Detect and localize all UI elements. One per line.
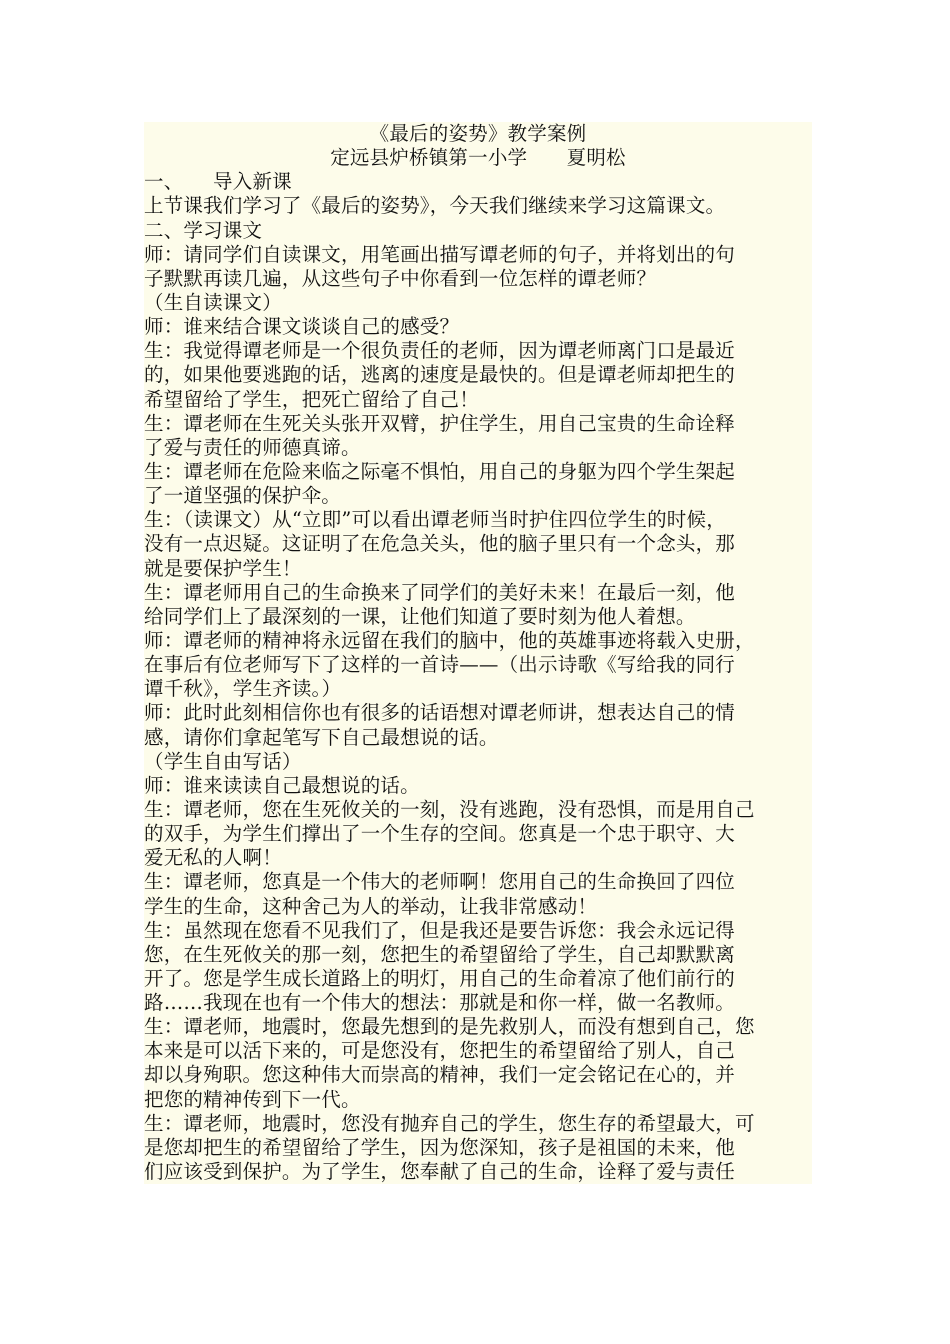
text-line: 生：谭老师，您在生死攸关的一刻，没有逃跑，没有恐惧，而是用自己 — [144, 797, 755, 821]
text-line: 路……我现在也有一个伟大的想法：那就是和你一样，做一名教师。 — [144, 991, 736, 1015]
text-line: 生：谭老师，地震时，您最先想到的是先救别人，而没有想到自己，您 — [144, 1015, 755, 1039]
text-line: 您，在生死攸关的那一刻，您把生的希望留给了学生，自己却默默离 — [144, 942, 736, 966]
text-line: 生：谭老师，地震时，您没有抛弃自己的学生，您生存的希望最大，可 — [144, 1111, 755, 1135]
text-line: 本来是可以活下来的，可是您没有，您把生的希望留给了别人，自己 — [144, 1039, 736, 1063]
text-line: 生：谭老师在生死关头张开双臂，护住学生，用自己宝贵的生命诠释 — [144, 411, 736, 435]
text-line: 师：谁来结合课文谈谈自己的感受？ — [144, 315, 460, 339]
text-line: 学生的生命，这种舍己为人的举动，让我非常感动！ — [144, 894, 598, 918]
text-line: 在事后有位老师写下了这样的一首诗——（出示诗歌《写给我的同行 — [144, 653, 736, 677]
text-line: 就是要保护学生！ — [144, 556, 302, 580]
text-line: 了一道坚强的保护伞。 — [144, 484, 342, 508]
text-line: （生自读课文） — [144, 290, 282, 314]
text-line: 生：虽然现在您看不见我们了，但是我还是要告诉您：我会永远记得 — [144, 918, 736, 942]
text-line: 却以身殉职。您这种伟大而崇高的精神，我们一定会铭记在心的，并 — [144, 1063, 736, 1087]
text-line: 生：谭老师用自己的生命换来了同学们的美好未来！在最后一刻，他 — [144, 580, 736, 604]
text-line: 一、 导入新课 — [144, 170, 292, 194]
text-line: 把您的精神传到下一代。 — [144, 1087, 361, 1111]
text-line: 希望留给了学生，把死亡留给了自己！ — [144, 387, 479, 411]
text-line: 的双手，为学生们撑出了一个生存的空间。您真是一个忠于职守、大 — [144, 822, 736, 846]
text-line: 师：请同学们自读课文，用笔画出描写谭老师的句子，并将划出的句 — [144, 242, 736, 266]
text-line: 没有一点迟疑。这证明了在危急关头，他的脑子里只有一个念头，那 — [144, 532, 736, 556]
text-line: 子默默再读几遍，从这些句子中你看到一位怎样的谭老师？ — [144, 266, 657, 290]
text-line: 们应该受到保护。为了学生，您奉献了自己的生命，诠释了爱与责任 — [144, 1160, 736, 1184]
text-line: （学生自由写话） — [144, 749, 302, 773]
document-body — [144, 122, 812, 1184]
text-line: 上节课我们学习了《最后的姿势》，今天我们继续来学习这篇课文。 — [144, 194, 726, 218]
text-line: 感，请你们拿起笔写下自己最想说的话。 — [144, 725, 499, 749]
text-line: 爱无私的人啊！ — [144, 846, 282, 870]
text-line: 是您却把生的希望留给了学生，因为您深知，孩子是祖国的未来，他 — [144, 1135, 736, 1159]
text-line: 二、学习课文 — [144, 218, 263, 242]
text-line: 了爱与责任的师德真谛。 — [144, 435, 361, 459]
text-line: 师：此时此刻相信你也有很多的话语想对谭老师讲，想表达自己的情 — [144, 701, 736, 725]
document-title: 《最后的姿势》教学案例 — [369, 122, 587, 145]
text-line: 的，如果他要逃跑的话，逃离的速度是最快的。但是谭老师却把生的 — [144, 363, 736, 387]
text-line: 生：谭老师，您真是一个伟大的老师啊！您用自己的生命换回了四位 — [144, 870, 736, 894]
document-text — [144, 170, 812, 1184]
text-line: 师：谭老师的精神将永远留在我们的脑中，他的英雄事迹将载入史册， — [144, 628, 755, 652]
text-line: 师：谁来读读自己最想说的话。 — [144, 773, 420, 797]
text-line: 开了。您是学生成长道路上的明灯，用自己的生命着凉了他们前行的 — [144, 966, 736, 990]
author-line: 定远县炉桥镇第一小学 夏明松 — [330, 146, 626, 170]
text-line: 生：谭老师在危险来临之际毫不惧怕，用自己的身躯为四个学生架起 — [144, 459, 736, 483]
text-line: 生：（读课文）从“立即”可以看出谭老师当时护住四位学生的时候， — [144, 508, 726, 532]
text-line: 给同学们上了最深刻的一课，让他们知道了要时刻为他人着想。 — [144, 604, 696, 628]
text-line: 生：我觉得谭老师是一个很负责任的老师，因为谭老师离门口是最近 — [144, 339, 736, 363]
text-line: 谭千秋》，学生齐读。） — [144, 677, 342, 701]
